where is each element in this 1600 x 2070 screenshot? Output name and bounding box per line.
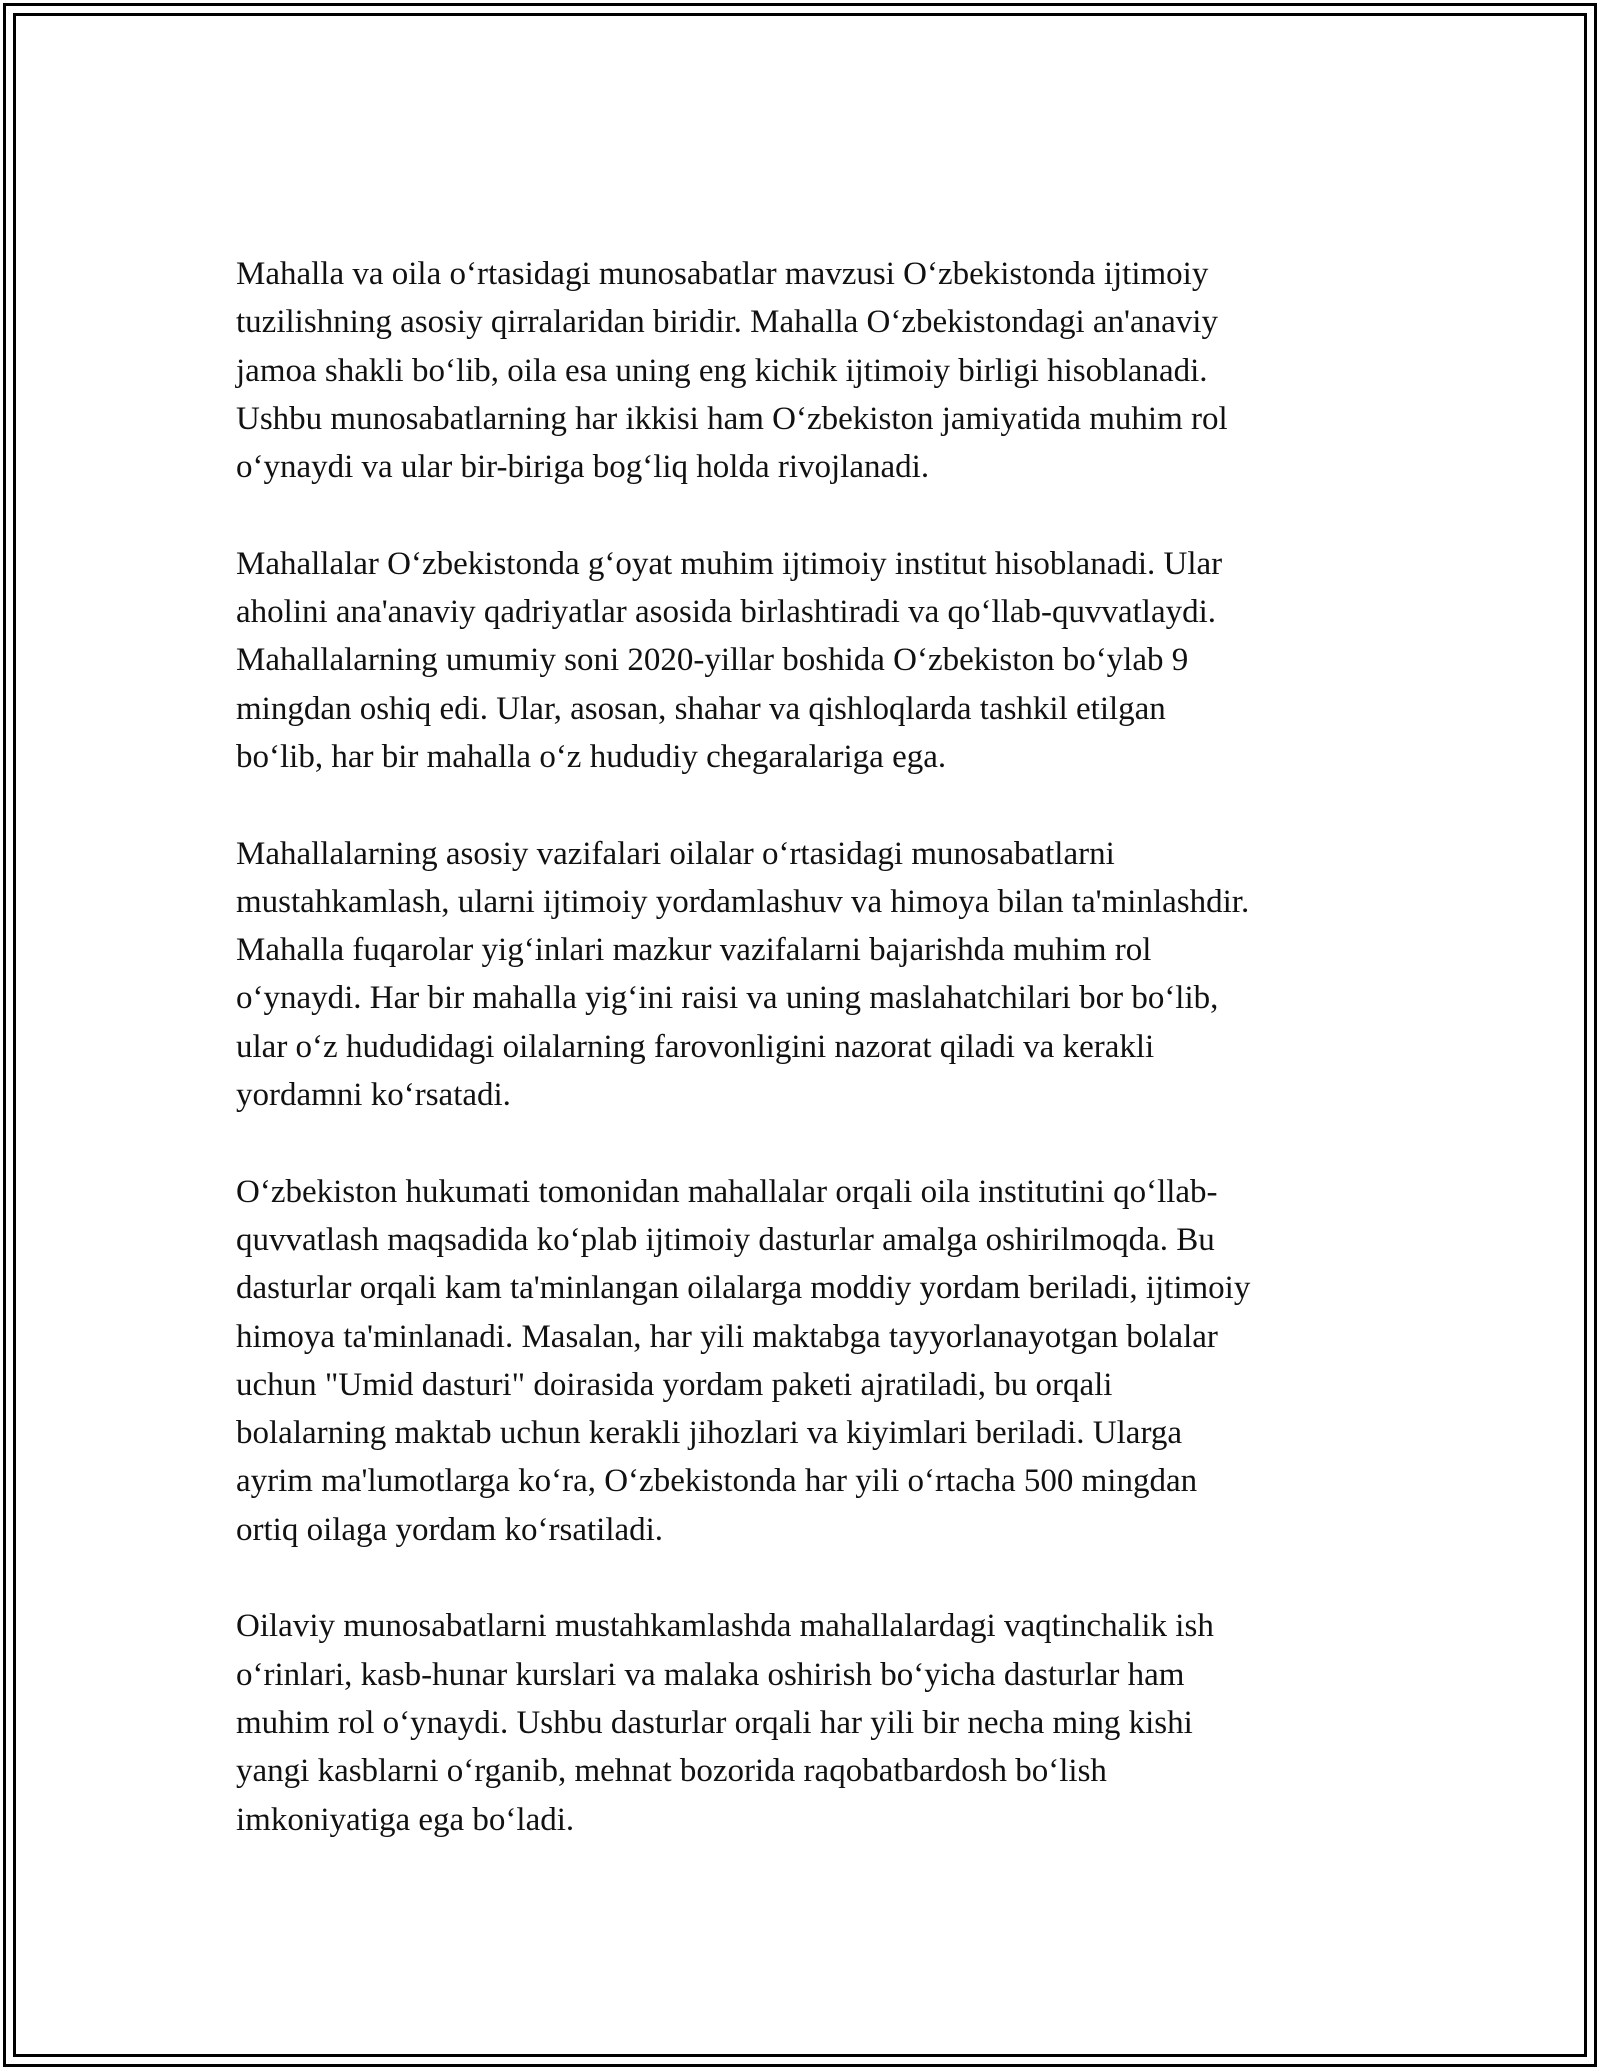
text-line: jamoa shakli boʻlib, oila esa uning eng kichik ijtimoiy birligi hisoblanadi.	[236, 352, 1208, 389]
text-line: muhim rol oʻynaydi. Ushbu dasturlar orqali har yili bir necha ming kishi	[236, 1704, 1193, 1741]
document-body	[236, 250, 1386, 1892]
text-line: himoya ta'minlanadi. Masalan, har yili maktabga tayyorlanayotgan bolalar	[236, 1318, 1218, 1355]
paragraph-2	[236, 540, 1386, 781]
text-line: dasturlar orqali kam ta'minlangan oilalarga moddiy yordam beriladi, ijtimoiy	[236, 1270, 1251, 1307]
text-line: uchun "Umid dasturi" doirasida yordam paketi ajratiladi, bu orqali	[236, 1366, 1113, 1403]
paragraph-5	[236, 1602, 1386, 1843]
paragraph-1	[236, 250, 1386, 491]
text-line: Mahallalarning umumiy soni 2020-yillar boshida Oʻzbekiston boʻylab 9	[236, 642, 1189, 679]
text-line: quvvatlash maqsadida koʻplab ijtimoiy dasturlar amalga oshirilmoqda. Bu	[236, 1221, 1215, 1258]
text-line: mingdan oshiq edi. Ular, asosan, shahar va qishloqlarda tashkil etilgan	[236, 690, 1166, 727]
text-line: Mahallalar Oʻzbekistonda gʻoyat muhim ijtimoiy institut hisoblanadi. Ular	[236, 545, 1223, 582]
text-line: Oilaviy munosabatlarni mustahkamlashda mahallalardagi vaqtinchalik ish	[236, 1608, 1214, 1645]
text-line: ortiq oilaga yordam koʻrsatiladi.	[236, 1511, 664, 1548]
text-line: Mahalla va oila oʻrtasidagi munosabatlar mavzusi Oʻzbekistonda ijtimoiy	[236, 256, 1209, 292]
text-line: Ushbu munosabatlarning har ikkisi ham Oʻzbekiston jamiyatida muhim rol	[236, 400, 1228, 437]
text-line: Mahalla fuqarolar yigʻinlari mazkur vazifalarni bajarishda muhim rol	[236, 932, 1152, 969]
paragraph-3	[236, 830, 1386, 1120]
text-line: boʻlib, har bir mahalla oʻz hududiy chegaralariga ega.	[236, 738, 947, 775]
text-line: tuzilishning asosiy qirralaridan biridir. Mahalla Oʻzbekistondagi an'anaviy	[236, 304, 1218, 341]
text-line: Oʻzbekiston hukumati tomonidan mahallalar orqali oila institutini qoʻllab-	[236, 1173, 1218, 1210]
text-line: ayrim ma'lumotlarga koʻra, Oʻzbekistonda har yili oʻrtacha 500 mingdan	[236, 1463, 1198, 1500]
paragraph-4	[236, 1168, 1386, 1554]
text-line: bolalarning maktab uchun kerakli jihozlari va kiyimlari beriladi. Ularga	[236, 1415, 1182, 1452]
text-line: yangi kasblarni oʻrganib, mehnat bozorida raqobatbardosh boʻlish	[236, 1753, 1107, 1790]
text-line: Mahallalarning asosiy vazifalari oilalar oʻrtasidagi munosabatlarni	[236, 835, 1115, 872]
text-line: ular oʻz hududidagi oilalarning farovonligini nazorat qiladi va kerakli	[236, 1028, 1155, 1065]
text-line: imkoniyatiga ega boʻladi.	[236, 1801, 575, 1838]
text-line: mustahkamlash, ularni ijtimoiy yordamlashuv va himoya bilan ta'minlashdir.	[236, 883, 1250, 920]
text-line: oʻrinlari, kasb-hunar kurslari va malaka oshirish boʻyicha dasturlar ham	[236, 1656, 1185, 1693]
text-line: oʻynaydi. Har bir mahalla yigʻini raisi va uning maslahatchilari bor boʻlib,	[236, 980, 1219, 1017]
text-line: yordamni koʻrsatadi.	[236, 1077, 511, 1114]
text-line: aholini ana'anaviy qadriyatlar asosida birlashtiradi va qoʻllab-quvvatlaydi.	[236, 594, 1217, 631]
text-line: oʻynaydi va ular bir-biriga bogʻliq holda rivojlanadi.	[236, 449, 930, 486]
